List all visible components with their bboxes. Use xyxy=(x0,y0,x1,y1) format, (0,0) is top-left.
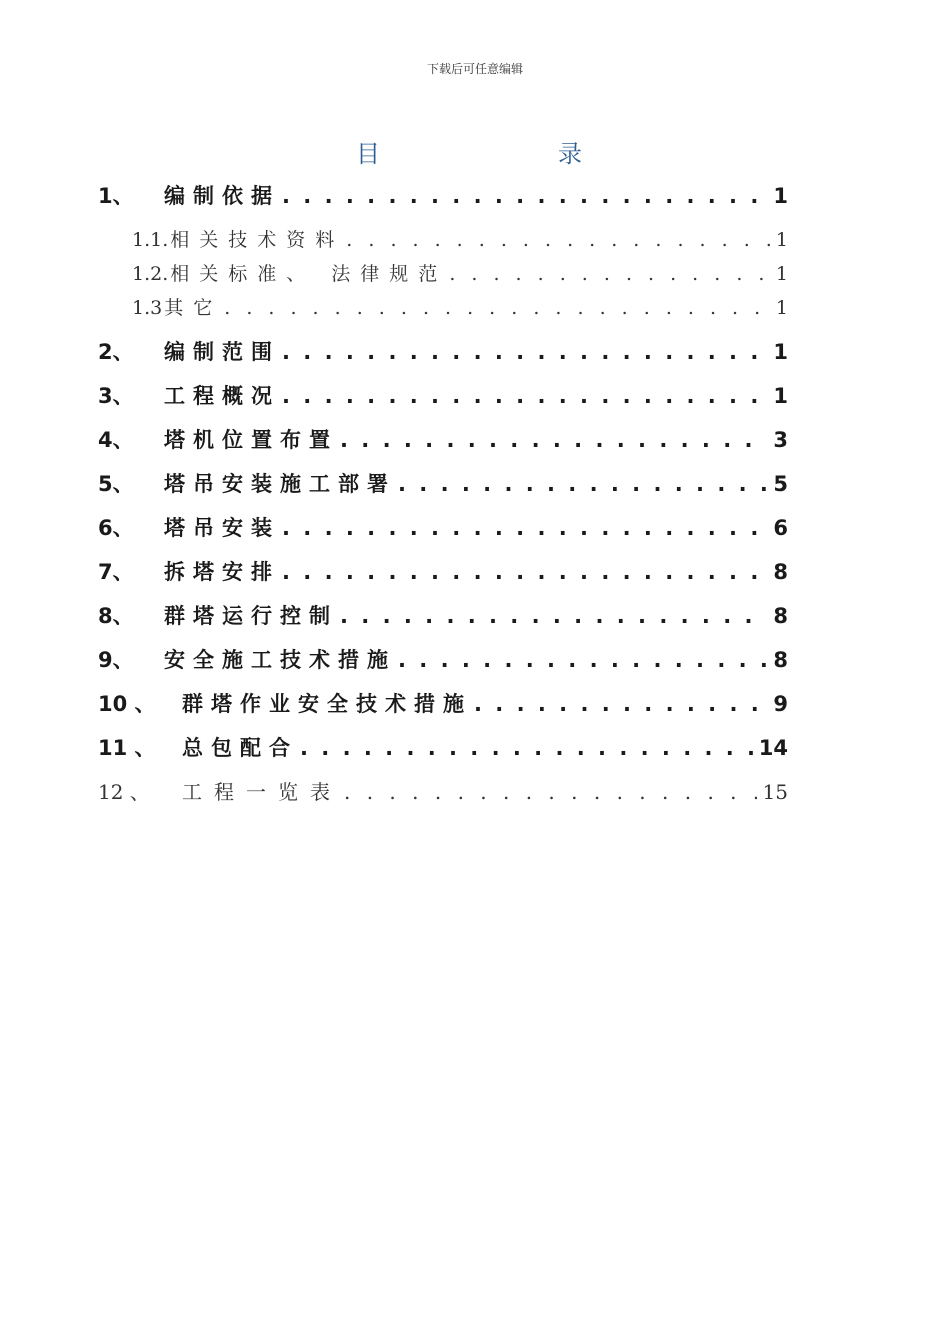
toc-entry-number: 12 、 xyxy=(98,780,150,804)
toc-entry-label: 塔吊安装施工部署 xyxy=(164,472,396,496)
toc-leader-dots xyxy=(224,297,770,319)
toc-leader-dots xyxy=(282,516,767,540)
toc-entry-4[interactable] xyxy=(98,424,788,454)
toc-entry-number: 3、 xyxy=(98,384,134,408)
toc-title-part1: 目 xyxy=(356,140,380,168)
toc-entry-page: 1 xyxy=(775,229,788,251)
toc-entry-1-3[interactable] xyxy=(132,293,788,320)
toc-entry-page: 1 xyxy=(773,340,788,364)
toc-entry-page: 5 xyxy=(773,472,788,496)
toc-entry-1-2[interactable] xyxy=(132,259,788,286)
toc-entry-page: 1 xyxy=(773,184,788,208)
toc-entry-9[interactable] xyxy=(98,644,788,674)
toc-entry-number: 5、 xyxy=(98,472,134,496)
toc-entry-6[interactable] xyxy=(98,512,788,542)
toc-entry-label: 相关标准、 法律规范 xyxy=(170,263,448,285)
toc-entry-label: 总包配合 xyxy=(182,736,298,760)
header-note: 下载后可任意编辑 xyxy=(426,62,523,76)
toc-entry-5[interactable] xyxy=(98,468,788,498)
toc-entry-label: 编制依据 xyxy=(164,184,280,208)
toc-entry-number: 10 、 xyxy=(98,692,156,716)
toc-entry-7[interactable] xyxy=(98,556,788,586)
toc-entry-number: 2、 xyxy=(98,340,134,364)
toc-entry-2[interactable] xyxy=(98,336,788,366)
toc-leader-dots xyxy=(340,428,767,452)
toc-entry-number: 1.1. xyxy=(132,229,169,251)
toc-entry-page: 8 xyxy=(773,560,788,584)
toc-entry-page: 9 xyxy=(773,692,788,716)
toc-entry-label: 其它 xyxy=(164,297,223,319)
toc-entry-label: 塔机位置布置 xyxy=(164,428,338,452)
toc-title-part2: 录 xyxy=(558,140,582,168)
toc-entry-1-1[interactable] xyxy=(132,225,788,252)
toc-entry-label: 相关技术资料 xyxy=(170,229,345,251)
toc-entry-10[interactable] xyxy=(98,688,788,718)
toc-entry-page: 15 xyxy=(762,780,788,804)
toc-entry-label: 编制范围 xyxy=(164,340,280,364)
toc-entry-label: 群塔作业安全技术措施 xyxy=(182,692,472,716)
toc-entry-number: 1.3 xyxy=(132,297,163,319)
toc-entry-label: 塔吊安装 xyxy=(164,516,280,540)
toc-leader-dots xyxy=(346,229,770,251)
toc-entry-number: 1、 xyxy=(98,184,134,208)
toc-entry-page: 8 xyxy=(773,604,788,628)
toc-entry-number: 8、 xyxy=(98,604,134,628)
toc-entry-number: 9、 xyxy=(98,648,134,672)
toc-leader-dots xyxy=(282,560,767,584)
toc-entry-8[interactable] xyxy=(98,600,788,630)
toc-entry-page: 1 xyxy=(775,297,788,319)
toc-leader-dots xyxy=(340,604,767,628)
toc-entry-page: 14 xyxy=(758,736,788,760)
toc-entry-page: 8 xyxy=(773,648,788,672)
toc-entry-number: 6、 xyxy=(98,516,134,540)
toc-leader-dots xyxy=(300,736,753,760)
toc-entry-page: 1 xyxy=(773,384,788,408)
toc-entry-3[interactable] xyxy=(98,380,788,410)
toc-entry-label: 安全施工技术措施 xyxy=(164,648,396,672)
toc-leader-dots xyxy=(282,384,767,408)
toc-entry-label: 工程概况 xyxy=(164,384,280,408)
toc-entry-number: 4、 xyxy=(98,428,134,452)
toc-entry-label: 群塔运行控制 xyxy=(164,604,338,628)
toc-entry-label: 拆塔安排 xyxy=(164,560,280,584)
toc-entry-page: 6 xyxy=(773,516,788,540)
toc-leader-dots xyxy=(282,340,767,364)
toc-entry-11[interactable] xyxy=(98,732,788,762)
toc-entry-page: 3 xyxy=(773,428,788,452)
toc-leader-dots xyxy=(398,472,767,496)
toc-entry-label: 工程一览表 xyxy=(182,780,342,804)
toc-leader-dots xyxy=(474,692,767,716)
toc-leader-dots xyxy=(282,184,767,208)
toc-entry-12[interactable] xyxy=(98,776,788,805)
toc-entry-number: 11 、 xyxy=(98,736,156,760)
toc-leader-dots xyxy=(344,780,757,804)
toc-title xyxy=(0,134,950,166)
toc-entry-1[interactable] xyxy=(98,180,788,210)
toc-entry-page: 1 xyxy=(775,263,788,285)
toc-entry-number: 1.2. xyxy=(132,263,169,285)
toc-entry-number: 7、 xyxy=(98,560,134,584)
toc-leader-dots xyxy=(398,648,767,672)
toc-leader-dots xyxy=(449,263,770,285)
